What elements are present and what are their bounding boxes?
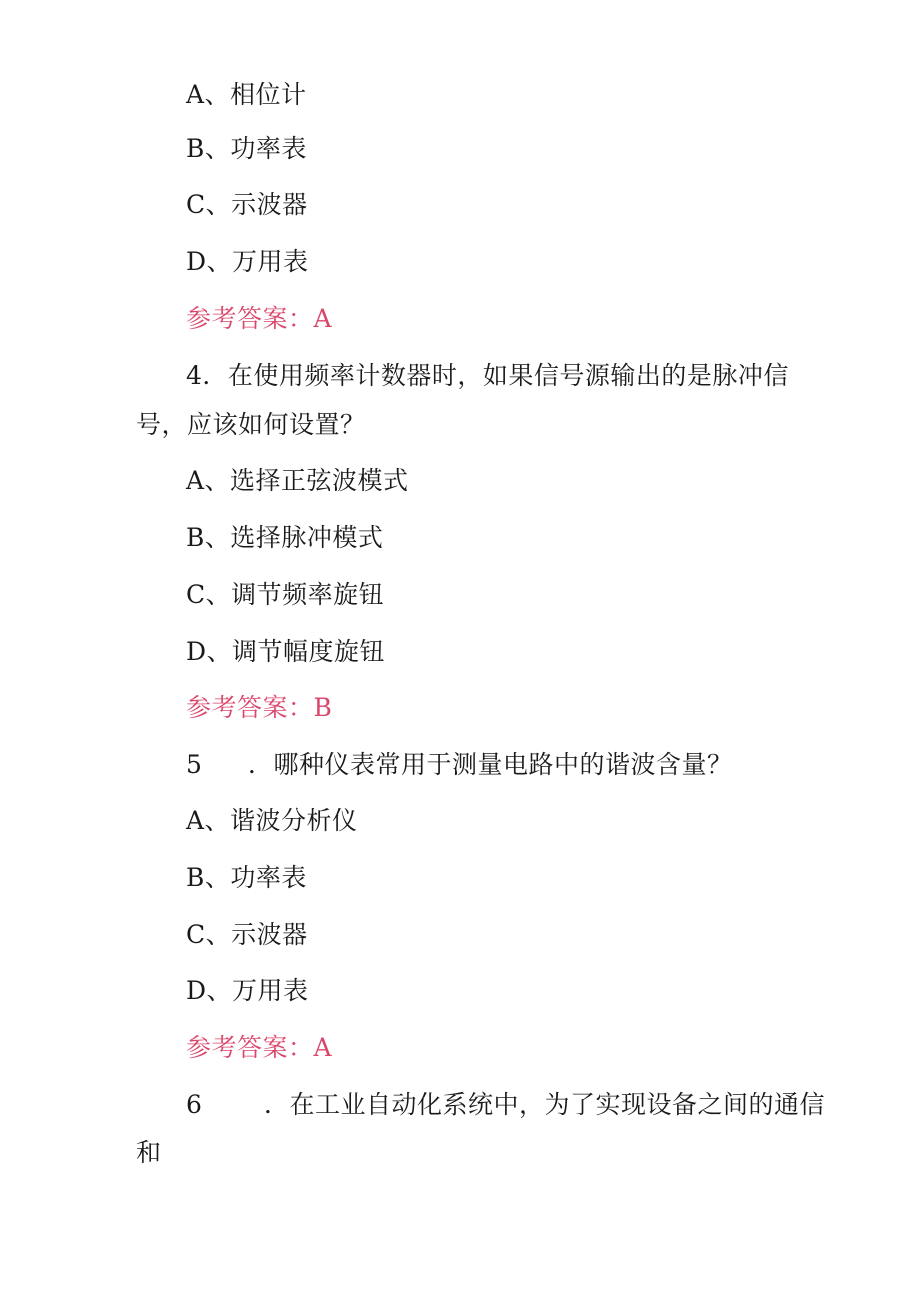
q6-question-text: ．在工业自动化系统中，为了实现设备之间的通信 <box>264 1090 826 1119</box>
q3-option-d: D、万用表 <box>186 247 309 276</box>
q3-option-c: C、示波器 <box>186 190 308 219</box>
q5-option-c: C、示波器 <box>186 920 308 949</box>
q4-question-line2: 号，应该如何设置？ <box>136 410 366 439</box>
q5-option-b: B、功率表 <box>186 863 307 892</box>
q6-number: 6 <box>186 1090 203 1119</box>
q4-question-line1: 4．在使用频率计数器时，如果信号源输出的是脉冲信 <box>186 361 789 390</box>
q4-answer: 参考答案：B <box>186 693 333 722</box>
q4-option-b: B、选择脉冲模式 <box>186 523 384 552</box>
q4-option-d: D、调节幅度旋钮 <box>186 637 386 666</box>
q5-option-d: D、万用表 <box>186 976 309 1005</box>
q5-option-a: A、谐波分析仪 <box>186 806 358 835</box>
q5-answer: 参考答案：A <box>186 1033 333 1062</box>
q3-option-b: B、功率表 <box>186 134 307 163</box>
q6-question-line1 <box>186 1090 825 1120</box>
q5-question <box>186 750 733 780</box>
q4-option-a: A、选择正弦波模式 <box>186 466 409 495</box>
q3-option-a: A、相位计 <box>186 80 307 109</box>
q4-option-c: C、调节频率旋钮 <box>186 580 385 609</box>
q3-answer: 参考答案：A <box>186 304 333 333</box>
q6-question-line2: 和 <box>136 1138 162 1167</box>
q5-number: 5 <box>186 750 203 779</box>
q5-question-text: ．哪种仪表常用于测量电路中的谐波含量？ <box>248 750 733 779</box>
